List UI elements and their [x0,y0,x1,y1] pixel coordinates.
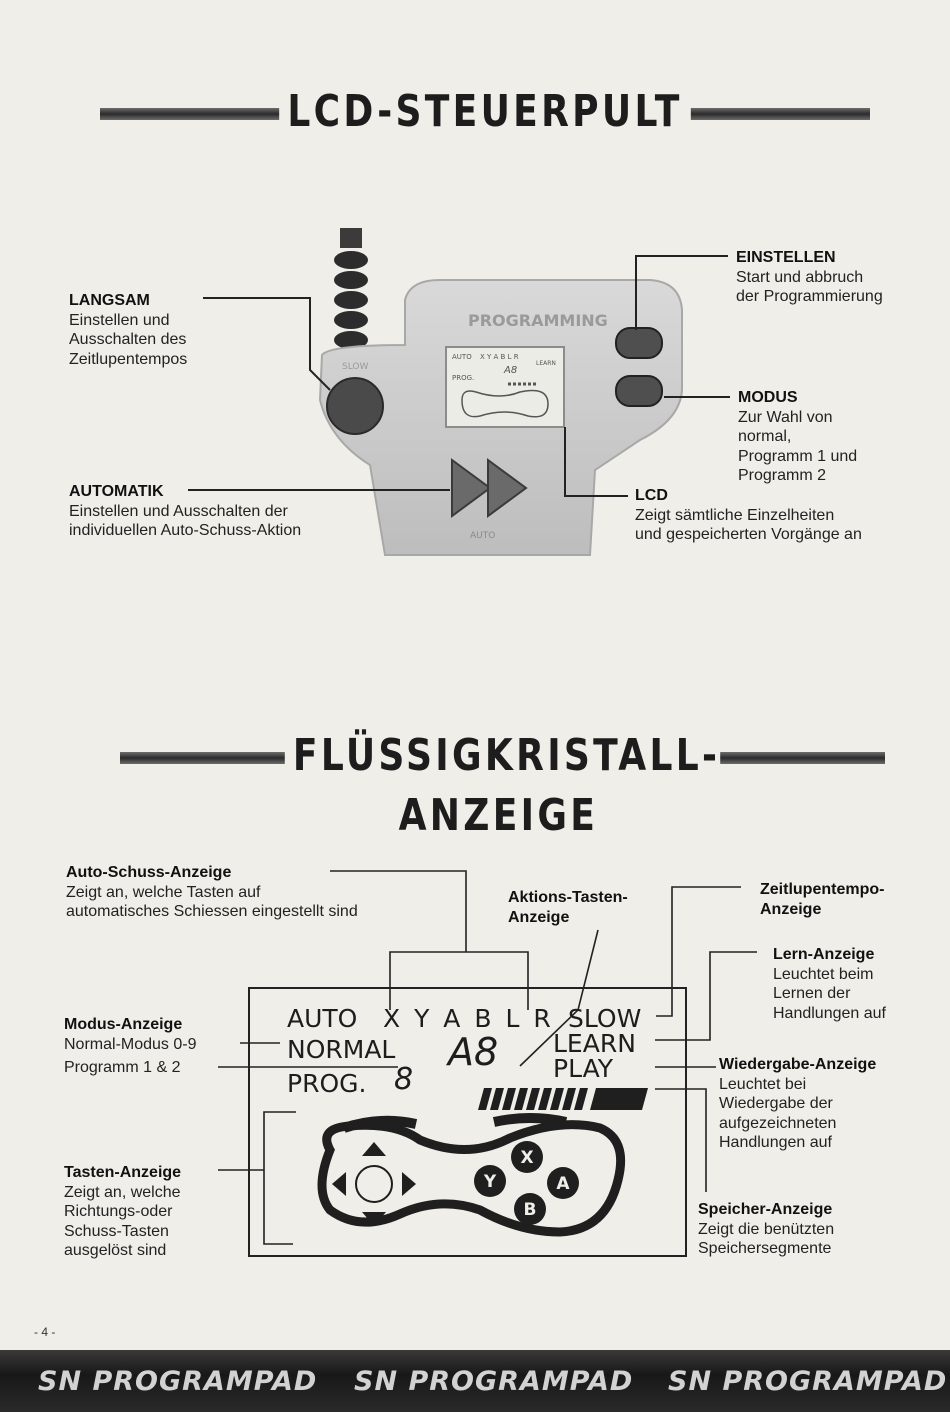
callout-modus-line: Programm 2 [738,467,827,484]
callout-modus-line: Zur Wahl von [738,408,833,426]
callout-einstellen-title: EINSTELLEN [736,249,836,266]
auto-label: AUTO [470,531,496,541]
page-number: - 4 - [34,1325,56,1339]
callout-aktions [508,888,628,927]
footer-brand: SN PROGRAMPAD [668,1366,948,1397]
callout-wiedergabe-line: Leuchtet bei [719,1075,807,1093]
mini-lcd-prog: PROG. [452,374,475,382]
memory-segments [478,1088,648,1110]
lcd-slow-label: SLOW [568,1004,642,1033]
lcd-normal-label: NORMAL [287,1035,396,1064]
callout-auto-schuss-line: automatisches Schiessen eingestellt sind [66,903,358,920]
lcd-learn-label: LEARN [553,1029,636,1058]
callout-auto-schuss [66,863,358,922]
callout-zeitlupe-title: Zeitlupentempo- [760,881,885,898]
lcd-digits: A8 [448,1030,499,1074]
callout-tasten-title: Tasten-Anzeige [64,1164,182,1181]
footer-brand: SN PROGRAMPAD [354,1366,634,1397]
callout-lcd-title: LCD [635,487,668,504]
lcd-prog-digit: 8 [394,1062,414,1097]
callout-lern-line: Leuchtet beim [773,965,874,983]
callout-wiedergabe-line: aufgezeichneten [719,1114,837,1132]
callout-automatik-line: Einstellen und Ausschalten der [69,502,288,520]
callout-modus-anzeige [64,1015,196,1078]
button-x-label: X [520,1148,534,1168]
footer-brand: SN PROGRAMPAD [38,1366,318,1397]
lcd-prog-label: PROG. [287,1069,367,1098]
footer-band [0,1350,950,1412]
mini-lcd-digits: A8 [504,365,518,376]
callout-lern-line: Lernen der [773,985,851,1002]
callout-wiedergabe-line: Wiedergabe der [719,1095,833,1112]
callout-wiedergabe-line: Handlungen auf [719,1134,832,1151]
callout-automatik-title: AUTOMATIK [69,483,164,500]
callout-einstellen-line: Start und abbruch [736,268,864,286]
callout-wiedergabe [719,1055,876,1153]
callout-tasten-line: Richtungs-oder [64,1203,173,1220]
callout-zeitlupe [760,880,884,919]
callout-lcd-line: Zeigt sämtliche Einzelheiten [635,506,835,524]
heading-text-1: LCD-STEUERPULT [279,86,691,137]
lcd-buttons-label: X Y A B L R [383,1004,554,1033]
callout-tasten-line: Zeigt an, welche [64,1183,181,1201]
mini-lcd-learn: LEARN [536,360,556,367]
callout-tasten-line: Schuss-Tasten [64,1222,169,1240]
callout-modus-anzeige-line: Programm 1 & 2 [64,1059,181,1076]
callout-lcd-line: und gespeicherten Vorgänge an [635,526,862,543]
mini-lcd-buttons: X Y A B L R [480,353,519,361]
callout-speicher-title: Speicher-Anzeige [698,1201,833,1218]
brand-logo: PROGRAMMING [468,311,608,330]
callout-auto-schuss-line: Zeigt an, welche Tasten auf [66,883,261,901]
callout-lern-title: Lern-Anzeige [773,946,875,963]
callout-langsam-title: LANGSAM [69,292,150,309]
callout-automatik-line: individuellen Auto-Schuss-Aktion [69,522,302,539]
lcd-auto-label: AUTO [287,1004,358,1033]
callout-aktions-line: Anzeige [508,908,570,926]
callout-langsam-line: Ausschalten des [69,331,187,348]
mini-lcd-auto: AUTO [452,353,472,361]
button-a-label: A [556,1174,570,1194]
lcd-play-label: PLAY [553,1054,614,1083]
callout-tasten [64,1163,181,1261]
callout-modus-title: MODUS [738,389,798,406]
button-b-label: B [523,1200,537,1220]
button-y-label: Y [483,1172,497,1192]
callout-modus-line: normal, [738,428,792,445]
heading-text-2: FLÜSSIGKRISTALL-ANZEIGE [285,730,721,841]
callout-wiedergabe-title: Wiedergabe-Anzeige [719,1056,877,1073]
callout-speicher-line: Zeigt die benützten [698,1220,835,1238]
callout-modus-anzeige-title: Modus-Anzeige [64,1016,183,1033]
callout-speicher-line: Speichersegmente [698,1240,832,1257]
callout-modus-line: Programm 1 und [738,447,858,465]
callout-speicher [698,1200,834,1259]
slow-label: SLOW [342,362,369,372]
callout-modus-anzeige-line: Normal-Modus 0-9 [64,1035,197,1053]
callout-lern-line: Handlungen auf [773,1004,886,1022]
callout-einstellen-line: der Programmierung [736,288,883,305]
callout-aktions-title: Aktions-Tasten- [508,889,628,906]
callout-zeitlupe-line: Anzeige [760,900,822,918]
callout-tasten-line: ausgelöst sind [64,1242,167,1259]
callout-langsam-line: Einstellen und [69,311,170,329]
callout-lern [773,945,886,1023]
callout-langsam-line: Zeitlupentempos [69,350,188,368]
callout-auto-schuss-title: Auto-Schuss-Anzeige [66,864,232,881]
